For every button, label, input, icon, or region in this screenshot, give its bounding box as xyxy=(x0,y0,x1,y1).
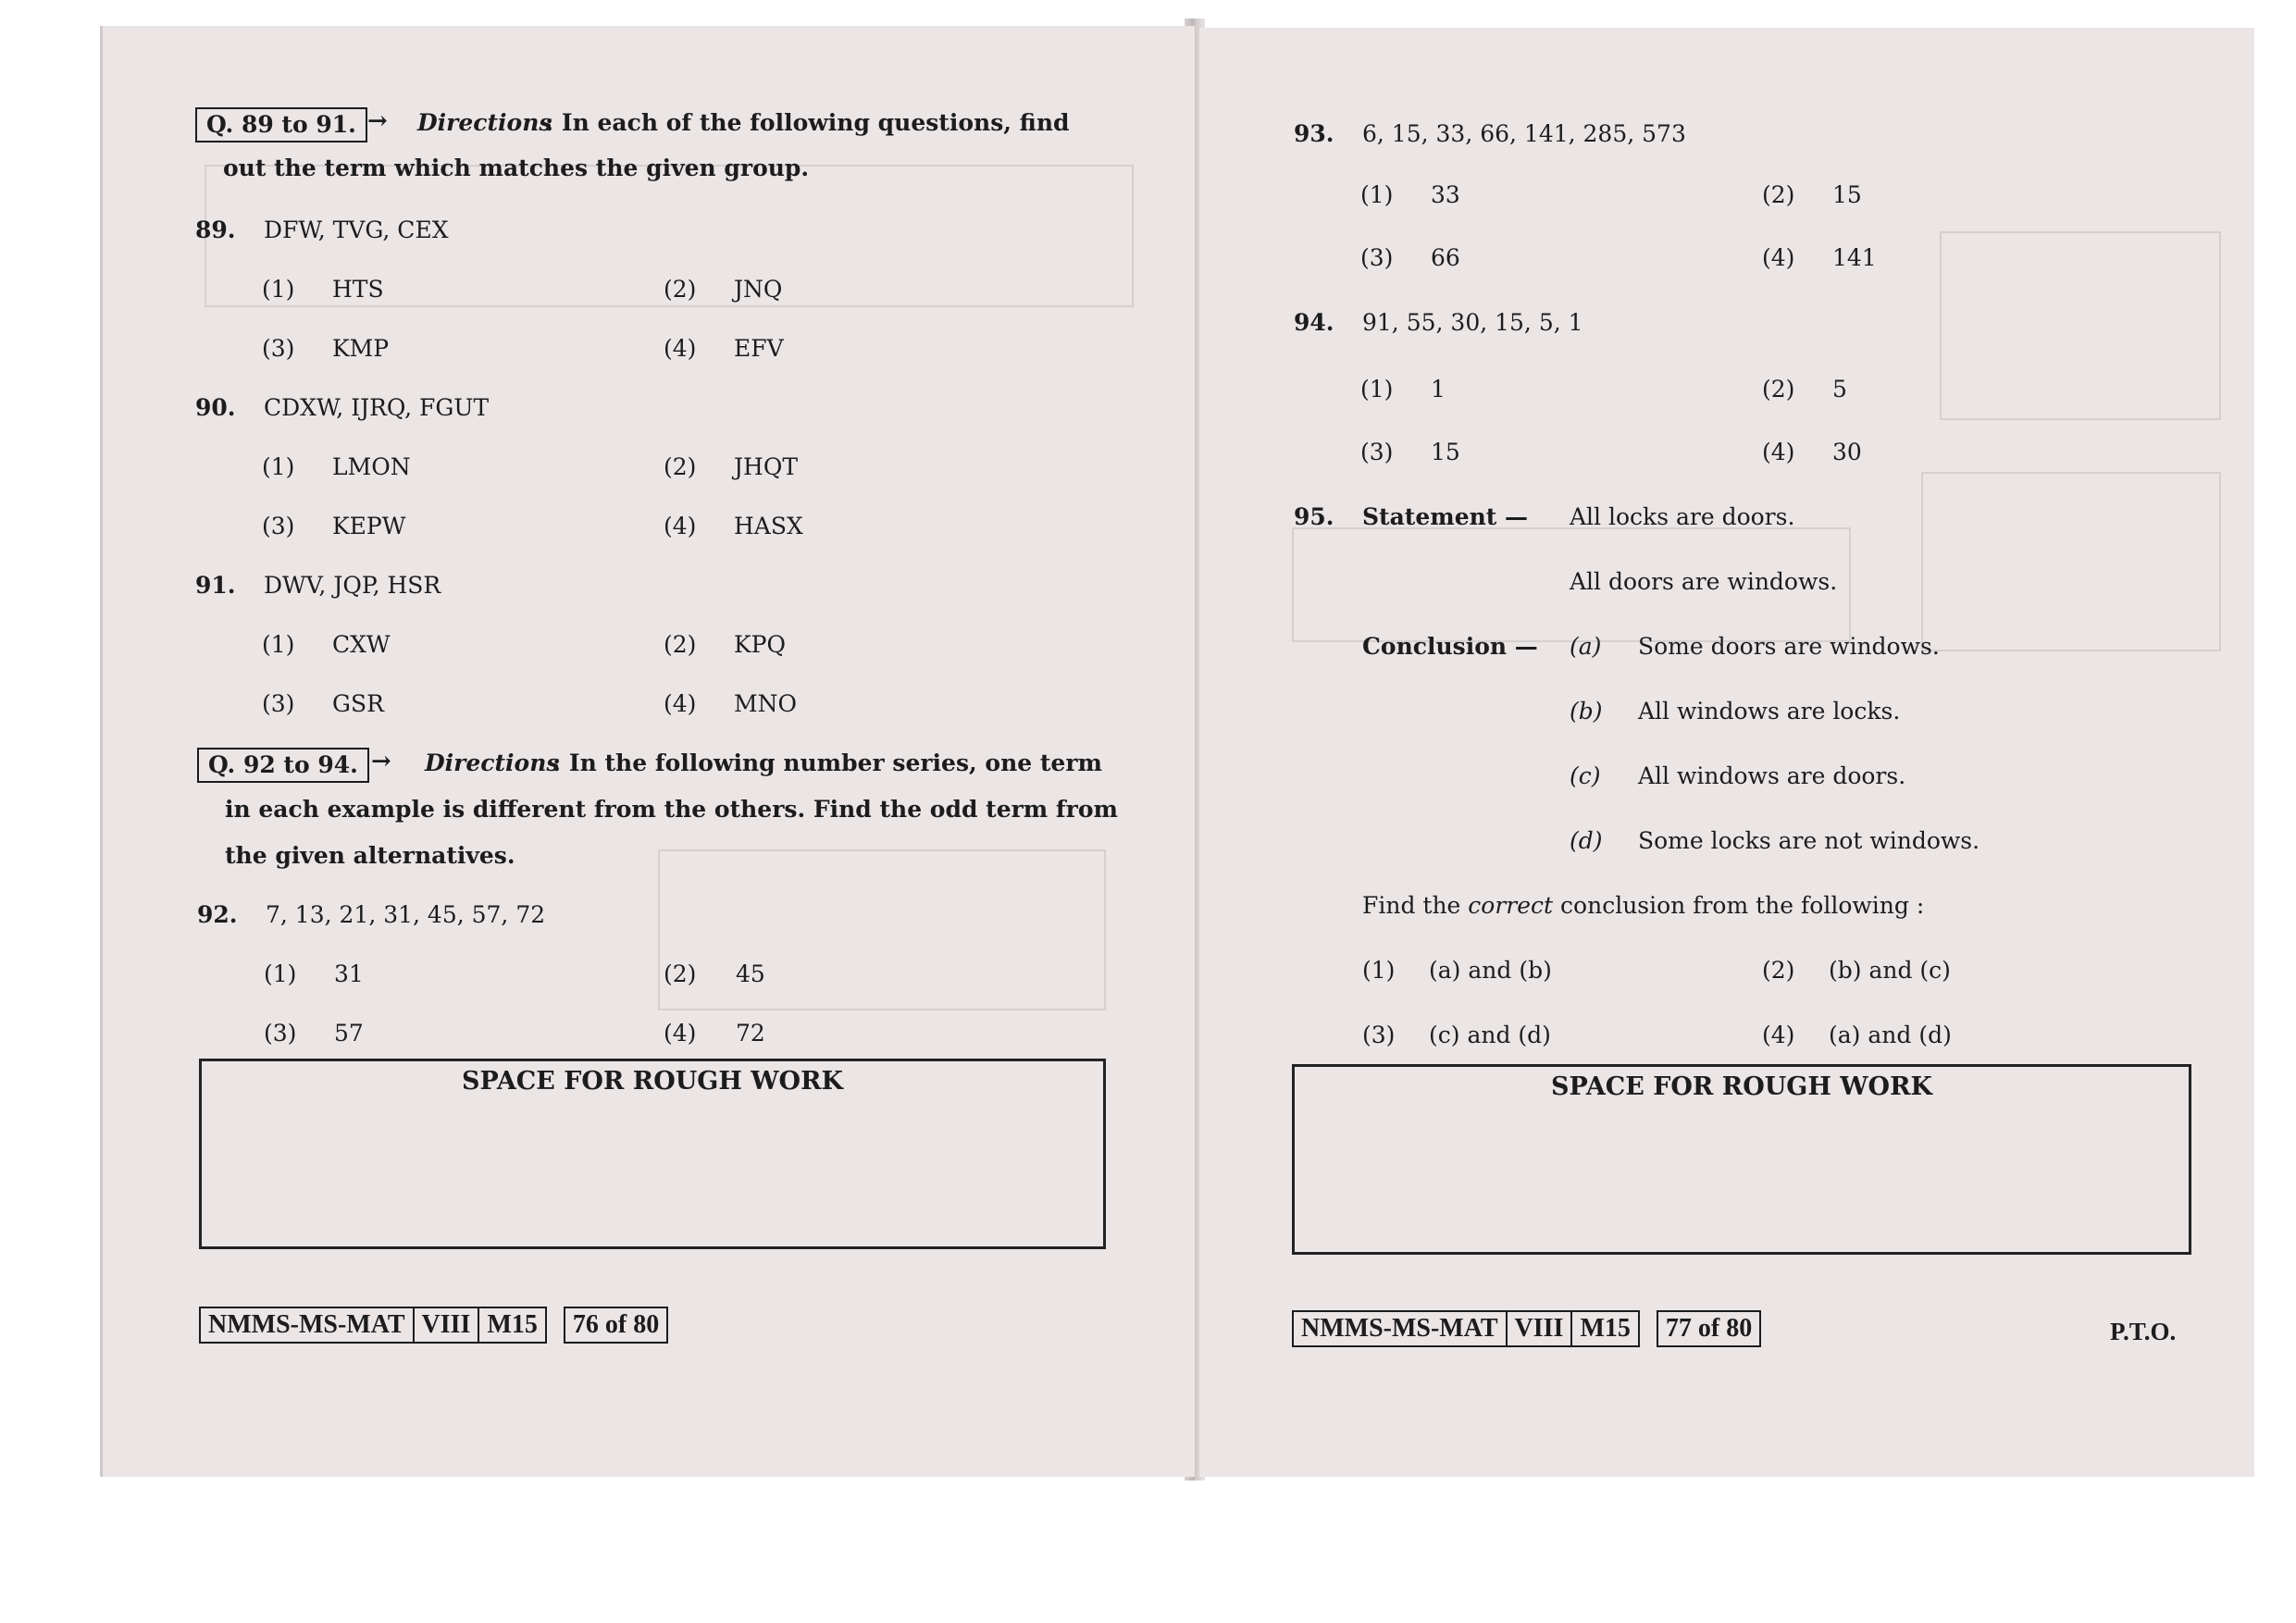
option-number: (4) xyxy=(664,690,697,717)
exam-code: NMMS-MS-MAT xyxy=(199,1307,415,1344)
question-text: 91, 55, 30, 15, 5, 1 xyxy=(1362,309,1583,336)
option-text: 57 xyxy=(334,1020,364,1047)
question-number: 93. xyxy=(1294,120,1334,147)
option-number: (1) xyxy=(262,276,295,303)
option-number: (2) xyxy=(1762,376,1795,403)
option-number: (2) xyxy=(1762,181,1795,208)
exam-code: NMMS-MS-MAT xyxy=(1292,1310,1508,1347)
option-number: (3) xyxy=(264,1020,297,1047)
option-text: 72 xyxy=(736,1020,765,1047)
question-text: CDXW, IJRQ, FGUT xyxy=(264,394,490,421)
option-number: (2) xyxy=(664,631,697,658)
instruction-part: Find the xyxy=(1362,892,1461,919)
option-text: JHQT xyxy=(734,453,798,480)
option-number: (4) xyxy=(664,1020,697,1047)
directions-label: Directions xyxy=(425,750,560,776)
rough-work-label: SPACE FOR ROUGH WORK xyxy=(1550,1072,1932,1101)
question-text: DWV, JQP, HSR xyxy=(264,572,441,599)
option-text: 1 xyxy=(1431,376,1446,403)
option-text: 66 xyxy=(1431,244,1460,271)
page-footer xyxy=(201,1307,668,1344)
instruction-part: conclusion from the following : xyxy=(1560,892,1925,919)
instruction-text xyxy=(1362,892,1924,919)
arrow-icon: → xyxy=(371,748,391,775)
directions-label: Directions xyxy=(417,109,552,136)
option-text: MNO xyxy=(734,690,797,717)
conclusion-text: All windows are locks. xyxy=(1638,698,1901,725)
option-text: KPQ xyxy=(734,631,786,658)
option-number: (2) xyxy=(664,276,697,303)
option-number: (1) xyxy=(262,631,295,658)
conclusion-text: Some doors are windows. xyxy=(1638,633,1940,660)
option-text: KEPW xyxy=(332,513,406,539)
option-number: (1) xyxy=(1360,376,1394,403)
option-text: LMON xyxy=(332,453,411,480)
question-text: 7, 13, 21, 31, 45, 57, 72 xyxy=(266,901,546,928)
bleed-through-figure xyxy=(658,849,1106,1010)
option-text: 15 xyxy=(1431,439,1460,465)
option-text: CXW xyxy=(332,631,391,658)
directions-text: : In the following number series, one term xyxy=(552,750,1102,776)
option-text: (b) and (c) xyxy=(1829,957,1951,984)
conclusion-tag: (b) xyxy=(1570,698,1603,725)
instruction-emphasis: correct xyxy=(1468,892,1554,919)
directions-text: out the term which matches the given group. xyxy=(223,155,810,181)
set-code: M15 xyxy=(1570,1310,1639,1347)
option-number: (3) xyxy=(262,690,295,717)
option-text: 141 xyxy=(1832,244,1877,271)
option-text: 5 xyxy=(1832,376,1847,403)
arrow-icon: → xyxy=(367,107,388,135)
option-text: 15 xyxy=(1832,181,1862,208)
right-page xyxy=(1199,28,2254,1477)
question-number: 95. xyxy=(1294,503,1334,530)
option-number: (2) xyxy=(1762,957,1795,984)
page-number: 77 of 80 xyxy=(1657,1310,1761,1347)
statement-label: Statement — xyxy=(1362,503,1529,530)
question-number: 89. xyxy=(195,217,236,243)
option-number: (2) xyxy=(664,453,697,480)
option-number: (3) xyxy=(262,335,295,362)
option-number: (1) xyxy=(1360,181,1394,208)
option-number: (1) xyxy=(1362,957,1396,984)
option-text: KMP xyxy=(332,335,390,362)
option-number: (3) xyxy=(1362,1022,1396,1048)
option-text: HTS xyxy=(332,276,384,303)
option-number: (1) xyxy=(262,453,295,480)
directions-text: the given alternatives. xyxy=(225,842,515,869)
page-number: 76 of 80 xyxy=(564,1307,668,1344)
directions-text: in each example is different from the others. Find the odd term from xyxy=(225,796,1118,823)
option-text: 30 xyxy=(1832,439,1862,465)
class-code: VIII xyxy=(1506,1310,1573,1347)
rough-work-box xyxy=(199,1059,1106,1249)
question-number: 90. xyxy=(195,394,236,421)
conclusion-tag: (d) xyxy=(1570,827,1603,854)
question-number: 94. xyxy=(1294,309,1334,336)
question-range-box: Q. 92 to 94. xyxy=(197,748,369,783)
conclusion-tag: (c) xyxy=(1570,762,1601,789)
option-number: (4) xyxy=(1762,439,1795,465)
option-text: (a) and (b) xyxy=(1429,957,1552,984)
option-text: EFV xyxy=(734,335,784,362)
question-range-box: Q. 89 to 91. xyxy=(195,107,367,142)
option-text: 31 xyxy=(334,960,364,987)
option-number: (2) xyxy=(664,960,697,987)
class-code: VIII xyxy=(413,1307,480,1344)
question-number: 92. xyxy=(197,901,238,928)
option-number: (1) xyxy=(264,960,297,987)
option-number: (3) xyxy=(262,513,295,539)
please-turn-over: P.T.O. xyxy=(2110,1318,2177,1345)
conclusion-text: Some locks are not windows. xyxy=(1638,827,1980,854)
conclusion-text: All windows are doors. xyxy=(1638,762,1906,789)
option-text: 33 xyxy=(1431,181,1460,208)
statement-text: All doors are windows. xyxy=(1570,568,1838,595)
option-text: GSR xyxy=(332,690,384,717)
bleed-through-figure xyxy=(1921,472,2221,651)
option-text: 45 xyxy=(736,960,765,987)
option-number: (4) xyxy=(1762,1022,1795,1048)
option-number: (3) xyxy=(1360,439,1394,465)
question-text: DFW, TVG, CEX xyxy=(264,217,449,243)
left-page xyxy=(100,26,1195,1477)
statement-text: All locks are doors. xyxy=(1570,503,1795,530)
option-text: (a) and (d) xyxy=(1829,1022,1952,1048)
conclusion-label: Conclusion — xyxy=(1362,633,1538,660)
set-code: M15 xyxy=(478,1307,546,1344)
rough-work-label: SPACE FOR ROUGH WORK xyxy=(461,1067,843,1096)
option-number: (4) xyxy=(664,335,697,362)
question-number: 91. xyxy=(195,572,236,599)
option-text: (c) and (d) xyxy=(1429,1022,1551,1048)
page-footer xyxy=(1294,1310,1761,1347)
directions-text: : In each of the following questions, find xyxy=(545,109,1070,136)
option-number: (4) xyxy=(1762,244,1795,271)
conclusion-tag: (a) xyxy=(1570,633,1602,660)
rough-work-box xyxy=(1292,1064,2191,1255)
option-number: (3) xyxy=(1360,244,1394,271)
option-text: HASX xyxy=(734,513,803,539)
bleed-through-figure xyxy=(1940,231,2221,420)
option-number: (4) xyxy=(664,513,697,539)
question-text: 6, 15, 33, 66, 141, 285, 573 xyxy=(1362,120,1686,147)
option-text: JNQ xyxy=(734,276,783,303)
